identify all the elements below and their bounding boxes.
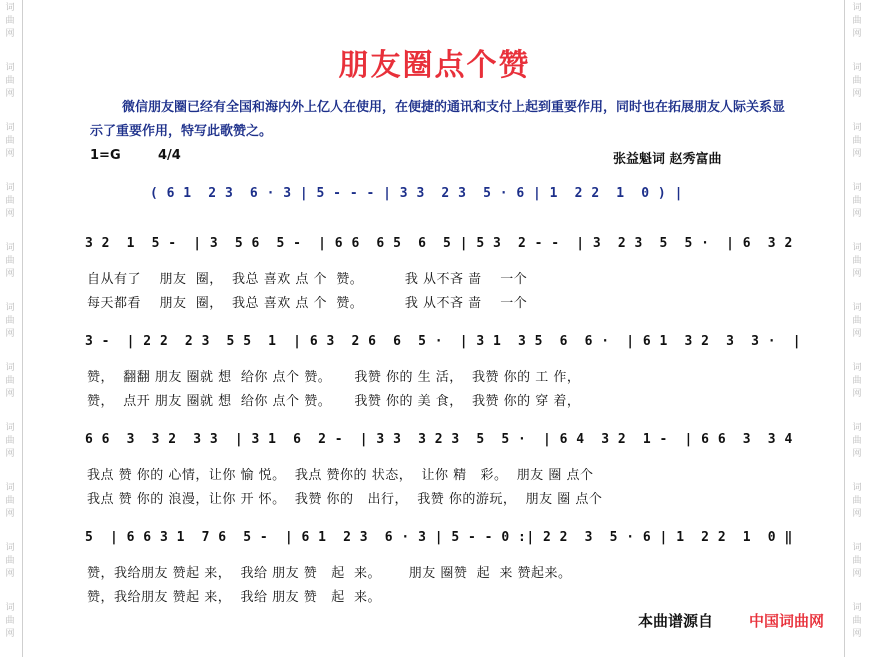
key-signature: 1=G (90, 148, 121, 163)
lyric-line-1-verse-1: 自从有了 朋友 圈， 我总 喜欢 点 个 赞。 我 从不吝 啬 一个 (87, 272, 528, 287)
watermark-text: 词曲网 (852, 123, 862, 159)
song-title: 朋友圈点个赞 (338, 48, 531, 83)
notation-line-4: 5 | 6 6 3 1 7 6 5 - | 6 1 2 3 6 · 3 | 5 - - 0 :| 2 2 3 5 · 6 | 1 2 2 1 0 ‖ (85, 530, 793, 545)
song-introduction: 微信朋友圈已经有全国和海内外上亿人在使用，在便捷的通讯和支付上起到重要作用，同时也在拓展朋友人际关系显示了重要作用，特写此歌赞之。 (90, 100, 786, 139)
source-site-link[interactable]: 中国词曲网 (749, 612, 825, 630)
watermark-text: 词曲网 (5, 483, 15, 519)
watermark-text: 词曲网 (5, 63, 15, 99)
time-signature: 4/4 (158, 148, 181, 163)
watermark-text: 词曲网 (5, 543, 15, 579)
watermark-divider-left (22, 0, 23, 657)
watermark-text: 词曲网 (5, 123, 15, 159)
notation-line-1: 3 2 1 5 - | 3 5 6 5 - | 6 6 6 5 6 5 | 5 3 2 - - | 3 2 3 5 5 · | 6 3 2 (85, 236, 793, 251)
watermark-text: 词曲网 (5, 243, 15, 279)
watermark-column-left (0, 0, 20, 657)
watermark-divider-right (844, 0, 845, 657)
watermark-text: 词曲网 (852, 483, 862, 519)
lyricist-composer-credits: 张益魁词 赵秀富曲 (613, 152, 722, 167)
lyric-line-3-verse-2: 我点 赞 你的 浪漫，让你 开 怀。 我赞 你的 出行， 我赞 你的游玩， 朋友 圈 点个 (87, 492, 603, 507)
watermark-text: 词曲网 (5, 183, 15, 219)
lyric-line-1-verse-2: 每天都看 朋友 圈， 我总 喜欢 点 个 赞。 我 从不吝 啬 一个 (87, 296, 528, 311)
lyric-line-4-verse-1: 赞，我给朋友 赞起 来， 我给 朋友 赞 起 来。 朋友 圈赞 起 来 赞起来。 (87, 566, 572, 581)
watermark-text: 词曲网 (5, 303, 15, 339)
watermark-text: 词曲网 (852, 3, 862, 39)
watermark-text: 词曲网 (852, 243, 862, 279)
watermark-text: 词曲网 (5, 423, 15, 459)
notation-line-2: 3 - | 2 2 2 3 5 5 1 | 6 3 2 6 6 5 · | 3 1 3 5 6 6 · | 6 1 3 2 3 3 · | (85, 334, 802, 349)
watermark-text: 词曲网 (5, 363, 15, 399)
lyric-line-3-verse-1: 我点 赞 你的 心情，让你 愉 悦。 我点 赞你的 状态， 让你 精 彩。 朋友 圈 点个 (87, 468, 594, 483)
watermark-text: 词曲网 (852, 543, 862, 579)
watermark-text: 词曲网 (852, 183, 862, 219)
lyric-line-2-verse-1: 赞， 翻翻 朋友 圈就 想 给你 点个 赞。 我赞 你的 生 活， 我赞 你的 工 作， (87, 370, 581, 385)
watermark-text: 词曲网 (852, 303, 862, 339)
watermark-column-right (847, 0, 867, 657)
intro-notation-line: ( 6 1 2 3 6 · 3 | 5 - - - | 3 3 2 3 5 · 6 | 1 2 2 1 0 ) | (150, 186, 683, 201)
source-label: 本曲谱源自 (638, 612, 714, 630)
watermark-text: 词曲网 (852, 363, 862, 399)
lyric-line-2-verse-2: 赞， 点开 朋友 圈就 想 给你 点个 赞。 我赞 你的 美 食， 我赞 你的 穿 着， (87, 394, 581, 409)
watermark-text: 词曲网 (852, 603, 862, 639)
watermark-text: 词曲网 (5, 3, 15, 39)
notation-line-3: 6 6 3 3 2 3 3 | 3 1 6 2 - | 3 3 3 2 3 5 5 · | 6 4 3 2 1 - | 6 6 3 3 4 (85, 432, 793, 447)
lyric-line-4-verse-2: 赞，我给朋友 赞起 来， 我给 朋友 赞 起 来。 (87, 590, 381, 605)
watermark-text: 词曲网 (852, 63, 862, 99)
watermark-text: 词曲网 (5, 603, 15, 639)
watermark-text: 词曲网 (852, 423, 862, 459)
